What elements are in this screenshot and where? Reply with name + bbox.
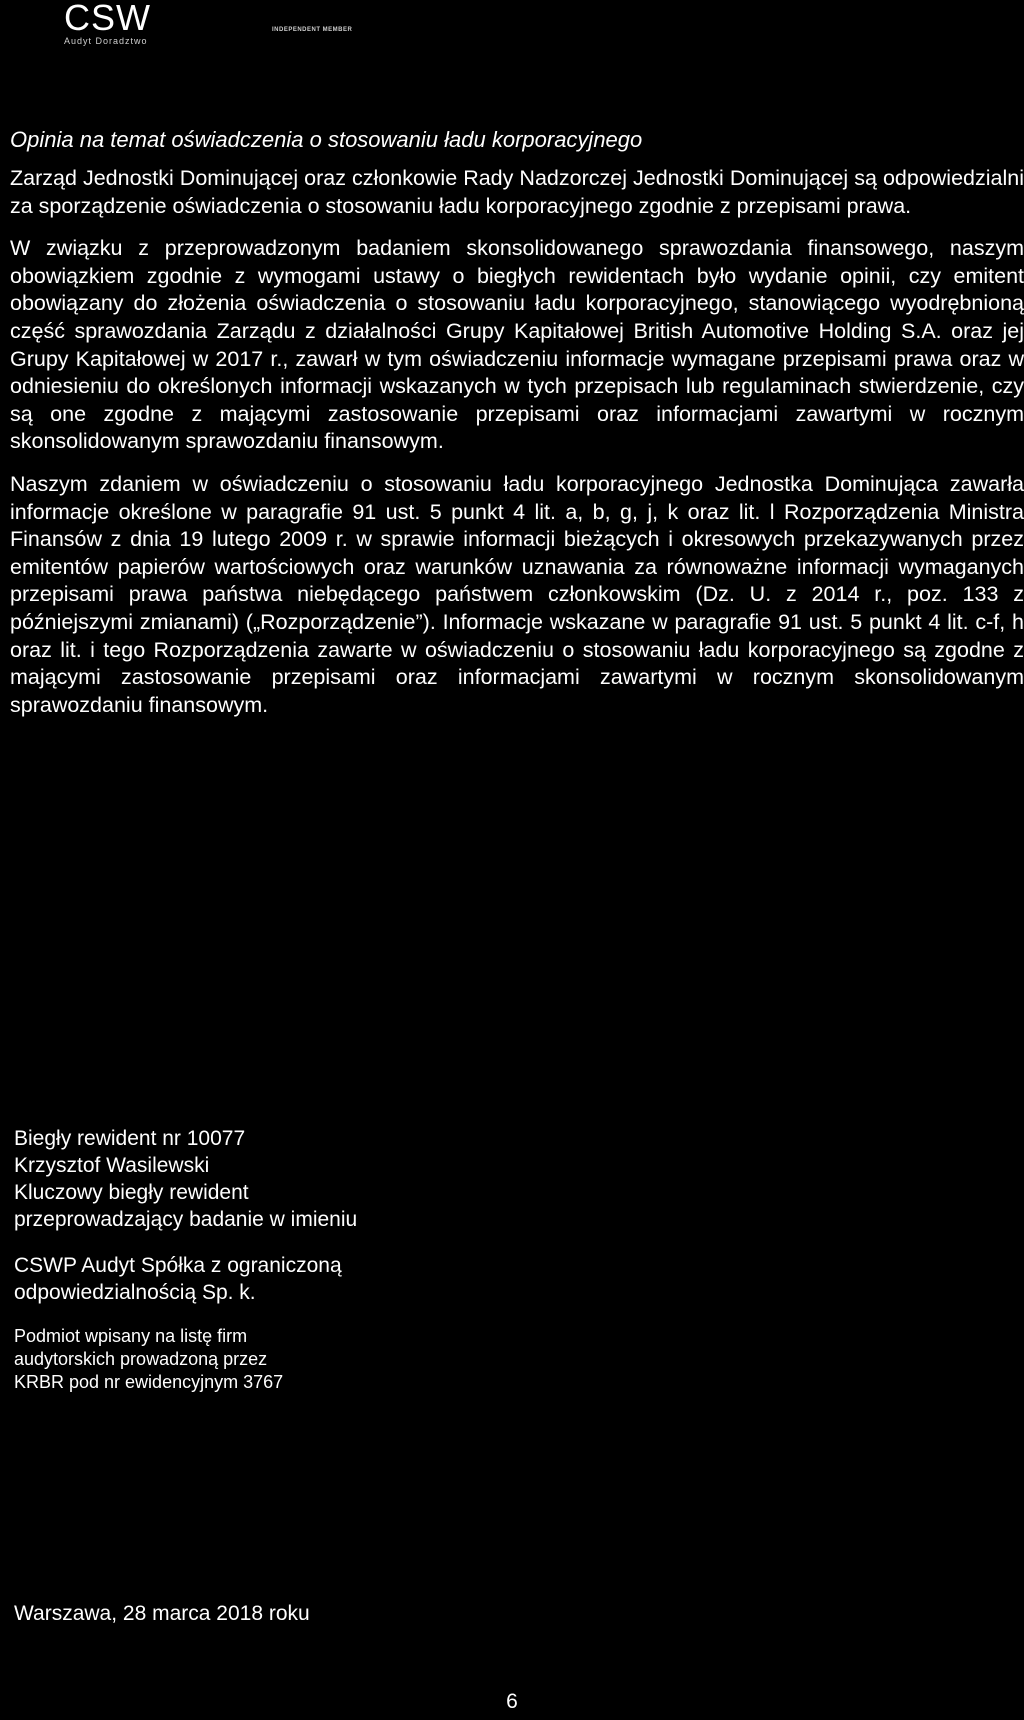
place-and-date: Warszawa, 28 marca 2018 roku (14, 1602, 310, 1625)
spacer (14, 1233, 614, 1252)
auditor-name: Krzysztof Wasilewski (14, 1154, 210, 1177)
company-logo (64, 0, 151, 46)
document-heading: Opinia na temat oświadczenia o stosowaniu ładu korporacyjnego (10, 127, 643, 152)
logo-mark: CSW (64, 0, 151, 38)
auditor-role: Kluczowy biegły rewident (14, 1181, 249, 1204)
logo-subtext: Audyt Doradztwo (64, 36, 148, 46)
paragraph-responsibility: Zarząd Jednostki Dominującej oraz członkowie Rady Nadzorczej Jednostki Dominującej są odpowiedzialni za sporządzenie oświadczenia o stosowaniu ładu korporacyjnego zgodnie z przepisami prawa. (10, 166, 1024, 218)
signature-block (14, 1125, 614, 1394)
registry-note-continued: audytorskich prowadzoną przez (14, 1349, 268, 1369)
paragraph-opinion: Naszym zdaniem w oświadczeniu o stosowaniu ładu korporacyjnego Jednostka Dominująca zawarła informacje określone w paragrafie 91 ust. 5 punkt 4 lit. a, b, g, j, k oraz lit. l Rozporządzenia Ministra Finansów z dnia 19 lutego 2009 r. w sprawie informacji bieżących i okresowych przekazywanych przez emitentów papierów wartościowych oraz warunków uznawania za równoważne informacji wymaganych przepisami prawa państwa niebędącego państwem członkowskim (Dz. U. z 2014 r., poz. 133 z późniejszymi zmianami) („Rozporządzenie”). Informacje wskazane w paragrafie 91 ust. 5 punkt 4 lit. c-f, h oraz lit. i tego Rozporządzenia zawarte w oświadczeniu o stosowaniu ładu korporacyjnego są zgodne z mającymi zastosowanie przepisami oraz informacjami zawartymi w rocznym skonsolidowanym sprawozdaniu finansowym. (10, 471, 1024, 717)
logo-tagline: INDEPENDENT MEMBER (272, 27, 353, 33)
document-body (10, 125, 1024, 734)
paragraph-auditor-duty: W związku z przeprowadzonym badaniem skonsolidowanego sprawozdania finansowego, naszym obowiązkiem zgodnie z wymogami ustawy o biegłych rewidentach było wydanie opinii, czy emitent obowiązany do złożenia oświadczenia o stosowaniu ładu korporacyjnego, stanowiącego wyodrębnioną część sprawozdania Zarządu z działalności Grupy Kapitałowej British Automotive Holding S.A. oraz jej Grupy Kapitałowej w 2017 r., zawarł w tym oświadczeniu informacje wymagane przepisami prawa oraz w odniesieniu do określonych informacji wskazanych w tych przepisach lub regulaminach stwierdzenie, czy są one zgodne z mającymi zastosowanie przepisami oraz informacjami zawartymi w rocznym skonsolidowanym sprawozdaniu finansowym. (10, 236, 1024, 454)
spacer (14, 1306, 614, 1325)
registry-number: KRBR pod nr ewidencyjnym 3767 (14, 1372, 284, 1392)
auditor-role-continued: przeprowadzający badanie w imieniu (14, 1208, 358, 1231)
registry-note: Podmiot wpisany na listę firm (14, 1326, 248, 1346)
firm-name-continued: odpowiedzialnością Sp. k. (14, 1281, 256, 1304)
auditor-number: Biegły rewident nr 10077 (14, 1127, 246, 1150)
page-number: 6 (506, 1690, 518, 1713)
firm-name: CSWP Audyt Spółka z ograniczoną (14, 1254, 342, 1277)
